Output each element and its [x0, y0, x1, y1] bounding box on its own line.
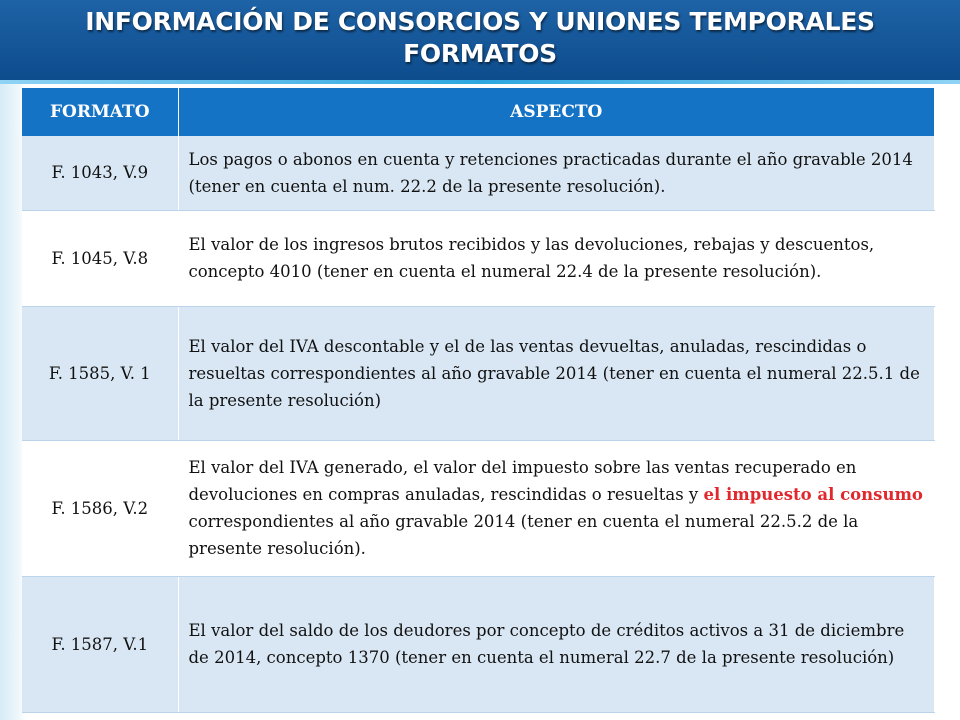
formats-table: [22, 88, 935, 713]
title-banner: [0, 0, 960, 80]
formato-cell: F. 1585, V. 1: [22, 306, 178, 440]
table-row: [22, 210, 934, 306]
aspecto-cell: El valor del IVA descontable y el de las ventas devueltas, anuladas, rescindidas o resueltas correspondientes al año gravable 2014 (tener en cuenta el numeral 22.5.1 de la presente resolución): [178, 306, 934, 440]
aspecto-cell: El valor de los ingresos brutos recibidos y las devoluciones, rebajas y descuentos, concepto 4010 (tener en cuenta el numeral 22.4 de la presente resolución).: [178, 210, 934, 306]
slide-title-line-1: INFORMACIÓN DE CONSORCIOS Y UNIONES TEMPORALES: [85, 7, 875, 36]
aspecto-cell: [178, 440, 934, 576]
column-header-formato: FORMATO: [22, 88, 178, 136]
table-header-row: [22, 88, 934, 136]
column-header-aspecto: ASPECTO: [178, 88, 934, 136]
highlighted-text: el impuesto al consumo: [703, 485, 923, 504]
formato-cell: F. 1045, V.8: [22, 210, 178, 306]
slide-title: [0, 6, 960, 70]
aspecto-text: correspondientes al año gravable 2014 (tener en cuenta el numeral 22.5.2 de la presente resolución).: [188, 512, 859, 558]
aspecto-text: El valor del IVA generado, el valor del impuesto sobre las ventas recuperado en devoluciones en compras anuladas, rescindidas o resueltas y: [188, 458, 857, 504]
table-row: [22, 576, 934, 712]
slide-title-line-2: FORMATOS: [403, 39, 557, 68]
table-row: [22, 306, 934, 440]
aspecto-cell: El valor del saldo de los deudores por concepto de créditos activos a 31 de diciembre de 2014, concepto 1370 (tener en cuenta el numeral 22.7 de la presente resolución): [178, 576, 934, 712]
table-row: [22, 136, 934, 210]
formato-cell: F. 1043, V.9: [22, 136, 178, 210]
table-row: [22, 440, 934, 576]
aspecto-cell: Los pagos o abonos en cuenta y retenciones practicadas durante el año gravable 2014 (tener en cuenta el num. 22.2 de la presente resolución).: [178, 136, 934, 210]
formato-cell: F. 1587, V.1: [22, 576, 178, 712]
formato-cell: F. 1586, V.2: [22, 440, 178, 576]
